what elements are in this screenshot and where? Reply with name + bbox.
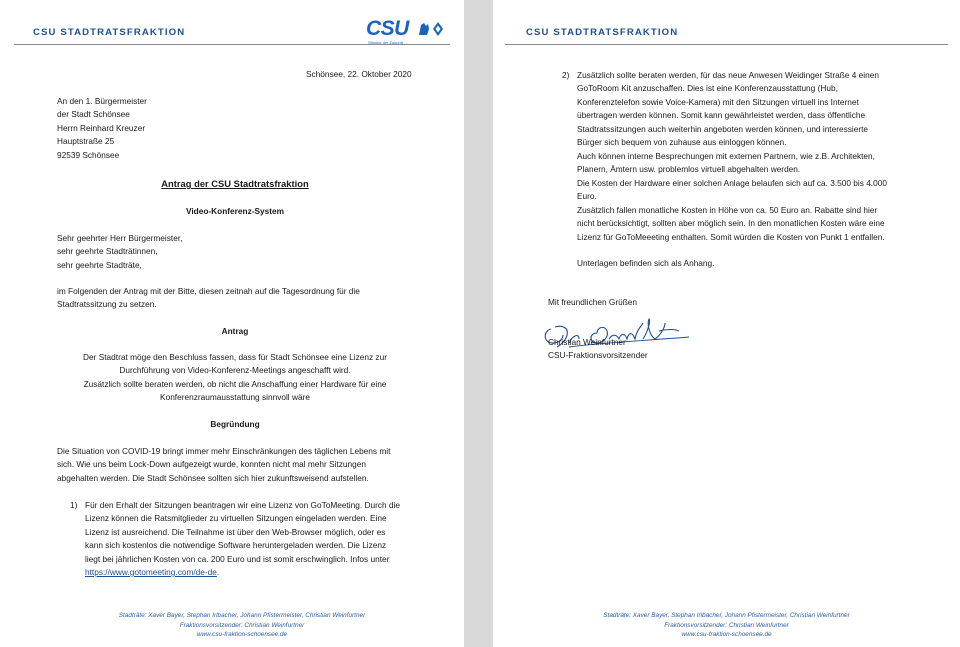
- page-footer: Stadträte: Xaver Bayer, Stephan Irlbacher, Johann Pfistermeister, Christian Weinfurtner Fraktionsvorsitzender: Christian Weinfurtner www.csu-fraktion-schoensee.de: [493, 611, 960, 640]
- attachments-note: Unterlagen befinden sich als Anhang.: [577, 258, 715, 268]
- letter-title: Antrag der CSU Stadtratsfraktion: [161, 178, 309, 189]
- closing: Mit freundlichen Grüßen: [548, 297, 638, 307]
- list-item-number: 1): [70, 500, 78, 510]
- signatory-role: CSU-Fraktionsvorsitzender: [548, 350, 648, 360]
- page-header: [0, 0, 464, 48]
- signatory-name: Christian Weinfurtner: [548, 337, 626, 347]
- footer-website-link[interactable]: www.csu-fraktion-schoensee.de: [196, 631, 288, 638]
- list-item-number: 2): [562, 70, 570, 80]
- letter-page-2: CSU STADTRATSFRAKTION 2) Zusätzlich sollte beraten werden, für das neue Anwesen Weidinger Straße 4 einen GoToRoom Kit anzuschaffen. Dies ist eine Konferenzausstattung (Hub, Konferenztelefon sowie Voice-Kamera) mit den Sitzungen virtuell ins Internet übertragen werden können. Somit kann gewährleistet werden, dass öffentliche Stadtratssitzungen auch weiterhin angeboten werden können, und interessierte Bürger sich bequem von zuhause aus einloggen können. Auch können interne Besprechungen mit externen Partnern, wie z.B. Architekten, Planern, Ämtern usw. problemlos virtuell abgehalten werden. Die Kosten der Hardware einer solchen Anlage belaufen sich auf ca. 3.500 bis 4.000 Euro. Zusätzlich fallen monatliche Kosten in Höhe von ca. 50 Euro an. Rabatte sind hier nicht berücksichtigt, sollten aber möglich sein. In den monatlichen Kosten wäre eine Lizenz für GoToMeeeting enthalten. Somit würden die Kosten von Punkt 1 entfallen. Unterlagen befinden sich als Anhang. Mit freundlichen Grüßen Christian Weinfurtner CSU-Fraktionsvorsitzender Stadträte: Xaver Bayer, Stephan Irlbacher, Johann Pfistermeister, Christian Weinfurtner Fraktionsvorsitzender: Christian Weinfurtner www.csu-fraktion-schoensee.de: [493, 0, 960, 647]
- header-title: CSU STADTRATSFRAKTION: [526, 27, 679, 38]
- header-title: CSU STADTRATSFRAKTION: [33, 27, 186, 38]
- letter-date: Schönsee, 22. Oktober 2020: [306, 69, 412, 79]
- header-divider: [505, 44, 948, 45]
- lion-icon: [416, 20, 446, 38]
- page-footer: Stadträte: Xaver Bayer, Stephan Irlbacher, Johann Pfistermeister, Christian Weinfurtner Fraktionsvorsitzender: Christian Weinfurtner www.csu-fraktion-schoensee.de: [0, 611, 464, 640]
- footer-website-link[interactable]: www.csu-fraktion-schoensee.de: [681, 631, 772, 638]
- antrag-heading: Antrag: [221, 326, 249, 336]
- gotomeeting-link[interactable]: https://www.gotomeeting.com/de-de: [85, 567, 217, 577]
- begruendung-heading: Begründung: [210, 419, 260, 429]
- letter-page-1: CSU STADTRATSFRAKTION CSU Stimme der Zukunft Schönsee, 22. Oktober 2020 An den 1. Bürgermeister der Stadt Schönsee Herrn Reinhard Kreuzer Hauptstraße 25 92539 Schönsee Antrag der CSU Stadtratsfraktion Video-Konferenz-System Sehr geehrter Herr Bürgermeister, sehr geehrte Stadträtinnen, sehr geehrte Stadträte, im Folgenden der Antrag mit der Bitte, diesen zeitnah auf die Tagesordnung für die Stadtratssitzung zu setzen. Antrag Der Stadtrat möge den Beschluss fassen, dass für Stadt Schönsee eine Lizenz zur Durchführung von Video-Konferenz-Meetings angeschafft wird. Zusätzlich sollte beraten werden, ob nicht die Anschaffung einer Hardware für eine Konferenzraumausstattung sinnvoll wäre Begründung Die Situation von COVID-19 bringt immer mehr Einschränkungen des täglichen Lebens mit sich. Wie uns beim Lock-Down aufgezeigt wurde, konnten nicht mal mehr Sitzungen abgehalten werden. Die Stadt Schönsee sollten sich hier zukunftsweisend aufstellen. 1) Für den Erhalt der Sitzungen beantragen wir eine Lizenz von GoToMeeting. Durch die Lizenz können die Ratsmitglieder zu virtuellen Sitzungen eingeladen werden. Eine Lizenz ist ausreichend. Die Teilnahme ist über den Web-Browser möglich, oder es kann sich kostenlos die notwendige Software heruntergeladen werden. Die Lizenz liegt bei jährlichen Kosten von ca. 200 Euro und ist somit erschwinglich. Infos unter https://www.gotomeeting.com/de-de. Stadträte: Xaver Bayer, Stephan Irlbacher, Johann Pfistermeister, Christian Weinfurtner Fraktionsvorsitzender: Christian Weinfurtner www.csu-fraktion-schoensee.de: [0, 0, 464, 647]
- csu-logo: CSU Stimme der Zukunft: [366, 17, 448, 47]
- letter-subject: Video-Konferenz-System: [185, 206, 285, 216]
- page-header: [493, 0, 960, 48]
